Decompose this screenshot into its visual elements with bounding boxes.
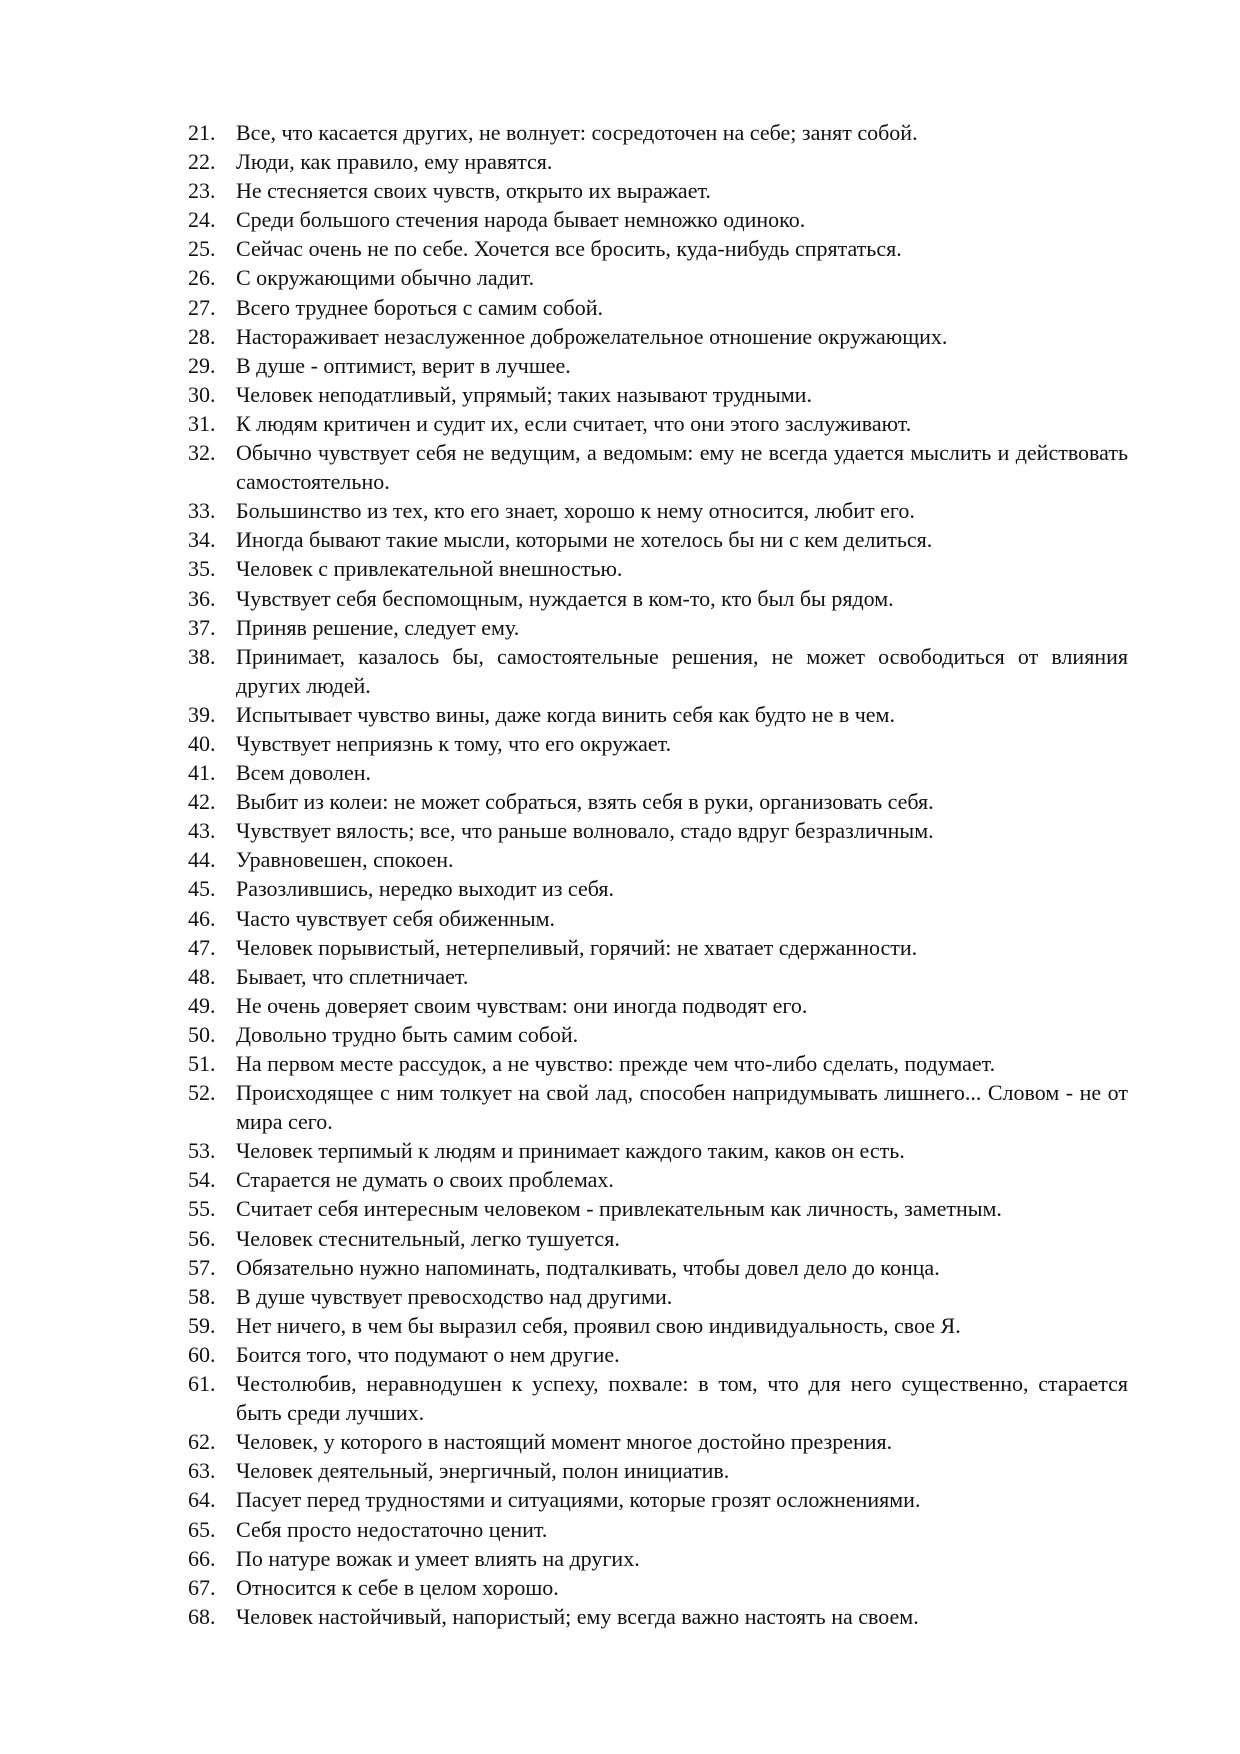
item-number: 31. xyxy=(188,410,216,436)
item-number: 61. xyxy=(188,1371,216,1397)
item-text: Человек стеснительный, легко тушуется. xyxy=(236,1225,620,1251)
item-text: Люди, как правило, ему нравятся. xyxy=(236,149,553,175)
item-number: 59. xyxy=(188,1312,216,1338)
item-number: 64. xyxy=(188,1487,216,1513)
list-item xyxy=(188,1427,1128,1456)
item-text: В душе - оптимист, верит в лучшее. xyxy=(236,352,571,378)
list-item xyxy=(188,1340,1128,1369)
item-number: 35. xyxy=(188,556,216,582)
list-item xyxy=(188,1224,1128,1253)
item-number: 47. xyxy=(188,934,216,960)
item-text: Не стесняется своих чувств, открыто их выражает. xyxy=(236,178,711,204)
item-text: Чувствует неприязнь к тому, что его окружает. xyxy=(236,730,672,756)
list-item xyxy=(188,1369,1128,1427)
item-number: 46. xyxy=(188,905,216,931)
item-text: Пасует перед трудностями и ситуациями, которые грозят осложнениями. xyxy=(236,1487,921,1513)
numbered-statement-list xyxy=(188,118,1128,1631)
list-item xyxy=(188,584,1128,613)
item-text: Не очень доверяет своим чувствам: они иногда подводят его. xyxy=(236,992,808,1018)
item-text: Нет ничего, в чем бы выразил себя, проявил свою индивидуальность, свое Я. xyxy=(236,1312,961,1338)
list-item xyxy=(188,700,1128,729)
item-text: Все, что касается других, не волнует: сосредоточен на себе; занят собой. xyxy=(236,120,918,145)
item-text: Среди большого стечения народа бывает немножко одиноко. xyxy=(236,207,806,233)
item-text: Уравновешен, спокоен. xyxy=(236,847,454,873)
list-item xyxy=(188,409,1128,438)
item-number: 52. xyxy=(188,1080,216,1106)
item-number: 53. xyxy=(188,1138,216,1164)
item-number: 34. xyxy=(188,527,216,553)
list-item xyxy=(188,293,1128,322)
item-text: Принимает, казалось бы, самостоятельные решения, не может освободиться от влияния других людей. xyxy=(236,643,1128,698)
item-number: 57. xyxy=(188,1254,216,1280)
item-number: 43. xyxy=(188,818,216,844)
item-number: 48. xyxy=(188,963,216,989)
item-text: Обязательно нужно напоминать, подталкивать, чтобы довел дело до конца. xyxy=(236,1254,940,1280)
list-item xyxy=(188,1253,1128,1282)
item-text: Относится к себе в целом хорошо. xyxy=(236,1574,559,1600)
item-text: Человек с привлекательной внешностью. xyxy=(236,556,623,582)
item-number: 24. xyxy=(188,207,216,233)
item-number: 67. xyxy=(188,1574,216,1600)
list-item xyxy=(188,1544,1128,1573)
item-number: 41. xyxy=(188,760,216,786)
item-number: 21. xyxy=(188,120,216,145)
item-text: К людям критичен и судит их, если считает, что они этого заслуживают. xyxy=(236,410,912,436)
item-text: Бывает, что сплетничает. xyxy=(236,963,469,989)
list-item xyxy=(188,438,1128,496)
list-item xyxy=(188,380,1128,409)
list-item xyxy=(188,787,1128,816)
item-number: 62. xyxy=(188,1429,216,1455)
item-text: Разозлившись, нередко выходит из себя. xyxy=(236,876,614,902)
list-item xyxy=(188,234,1128,263)
item-text: По натуре вожак и умеет влиять на других. xyxy=(236,1545,640,1571)
list-item xyxy=(188,613,1128,642)
item-number: 39. xyxy=(188,701,216,727)
item-number: 56. xyxy=(188,1225,216,1251)
item-text: Иногда бывают такие мысли, которыми не хотелось бы ни с кем делиться. xyxy=(236,527,933,553)
list-item xyxy=(188,904,1128,933)
list-item xyxy=(188,1602,1128,1631)
item-text: Приняв решение, следует ему. xyxy=(236,614,520,640)
item-number: 65. xyxy=(188,1516,216,1542)
item-number: 37. xyxy=(188,614,216,640)
list-item xyxy=(188,874,1128,903)
item-number: 54. xyxy=(188,1167,216,1193)
list-item xyxy=(188,1165,1128,1194)
item-number: 50. xyxy=(188,1021,216,1047)
list-item xyxy=(188,1456,1128,1485)
list-item xyxy=(188,1282,1128,1311)
item-number: 32. xyxy=(188,440,216,466)
item-text: Старается не думать о своих проблемах. xyxy=(236,1167,614,1193)
item-text: Себя просто недостаточно ценит. xyxy=(236,1516,548,1542)
list-item xyxy=(188,1078,1128,1136)
item-text: Настораживает незаслуженное доброжелательное отношение окружающих. xyxy=(236,323,948,349)
item-number: 33. xyxy=(188,498,216,524)
list-item xyxy=(188,991,1128,1020)
item-text: Боится того, что подумают о нем другие. xyxy=(236,1341,620,1367)
item-text: Чувствует себя беспомощным, нуждается в ком-то, кто был бы рядом. xyxy=(236,585,894,611)
list-item xyxy=(188,322,1128,351)
item-number: 28. xyxy=(188,323,216,349)
item-text: Происходящее с ним толкует на свой лад, способен напридумывать лишнего... Словом - не от мира сего. xyxy=(236,1080,1128,1135)
list-item xyxy=(188,351,1128,380)
item-number: 26. xyxy=(188,265,216,291)
item-number: 38. xyxy=(188,643,216,669)
item-number: 23. xyxy=(188,178,216,204)
item-text: Всего труднее бороться с самим собой. xyxy=(236,294,603,320)
list-item xyxy=(188,1573,1128,1602)
item-text: Человек терпимый к людям и принимает каждого таким, каков он есть. xyxy=(236,1138,905,1164)
item-number: 55. xyxy=(188,1196,216,1222)
item-text: Обычно чувствует себя не ведущим, а ведомым: ему не всегда удается мыслить и действовать самостоятельно. xyxy=(236,440,1128,495)
list-item xyxy=(188,1020,1128,1049)
list-item xyxy=(188,758,1128,787)
list-item xyxy=(188,1311,1128,1340)
item-number: 29. xyxy=(188,352,216,378)
item-number: 25. xyxy=(188,236,216,262)
item-number: 45. xyxy=(188,876,216,902)
item-text: Человек порывистый, нетерпеливый, горячий: не хватает сдержанности. xyxy=(236,934,918,960)
item-number: 68. xyxy=(188,1603,216,1629)
list-item xyxy=(188,816,1128,845)
item-number: 63. xyxy=(188,1458,216,1484)
item-number: 60. xyxy=(188,1341,216,1367)
item-number: 22. xyxy=(188,149,216,175)
list-item xyxy=(188,642,1128,700)
item-text: Честолюбив, неравнодушен к успеху, похвале: в том, что для него существенно, старается быть среди лучших. xyxy=(236,1371,1128,1426)
item-text: С окружающими обычно ладит. xyxy=(236,265,535,291)
list-item xyxy=(188,1136,1128,1165)
item-number: 44. xyxy=(188,847,216,873)
item-text: На первом месте рассудок, а не чувство: прежде чем что-либо сделать, подумает. xyxy=(236,1051,996,1076)
item-text: Человек настойчивый, напористый; ему всегда важно настоять на своем. xyxy=(236,1603,919,1629)
list-item xyxy=(188,933,1128,962)
item-number: 30. xyxy=(188,381,216,407)
item-text: Часто чувствует себя обиженным. xyxy=(236,905,556,931)
item-number: 27. xyxy=(188,294,216,320)
item-number: 66. xyxy=(188,1545,216,1571)
item-text: Чувствует вялость; все, что раньше волновало, стадо вдруг безразличным. xyxy=(236,818,934,844)
item-number: 58. xyxy=(188,1283,216,1309)
list-item xyxy=(188,176,1128,205)
list-item xyxy=(188,525,1128,554)
item-text: Довольно трудно быть самим собой. xyxy=(236,1021,579,1047)
item-text: В душе чувствует превосходство над другими. xyxy=(236,1283,673,1309)
item-number: 51. xyxy=(188,1051,216,1076)
list-item xyxy=(188,1194,1128,1223)
item-number: 42. xyxy=(188,789,216,815)
list-item xyxy=(188,118,1128,147)
list-item xyxy=(188,554,1128,583)
list-item xyxy=(188,845,1128,874)
list-item xyxy=(188,205,1128,234)
item-text: Большинство из тех, кто его знает, хорошо к нему относится, любит его. xyxy=(236,498,915,524)
list-item xyxy=(188,1485,1128,1514)
item-text: Испытывает чувство вины, даже когда винить себя как будто не в чем. xyxy=(236,701,895,727)
list-item xyxy=(188,1049,1128,1078)
list-item xyxy=(188,1515,1128,1544)
item-number: 40. xyxy=(188,730,216,756)
item-text: Всем доволен. xyxy=(236,760,372,786)
item-text: Человек неподатливый, упрямый; таких называют трудными. xyxy=(236,381,812,407)
item-text: Сейчас очень не по себе. Хочется все бросить, куда-нибудь спрятаться. xyxy=(236,236,902,262)
item-number: 36. xyxy=(188,585,216,611)
item-text: Человек деятельный, энергичный, полон инициатив. xyxy=(236,1458,730,1484)
item-text: Считает себя интересным человеком - привлекательным как личность, заметным. xyxy=(236,1196,1002,1222)
list-item xyxy=(188,147,1128,176)
list-item xyxy=(188,496,1128,525)
item-number: 49. xyxy=(188,992,216,1018)
list-item xyxy=(188,962,1128,991)
list-item xyxy=(188,729,1128,758)
list-item xyxy=(188,263,1128,292)
item-text: Человек, у которого в настоящий момент многое достойно презрения. xyxy=(236,1429,893,1455)
item-text: Выбит из колеи: не может собраться, взять себя в руки, организовать себя. xyxy=(236,789,934,815)
